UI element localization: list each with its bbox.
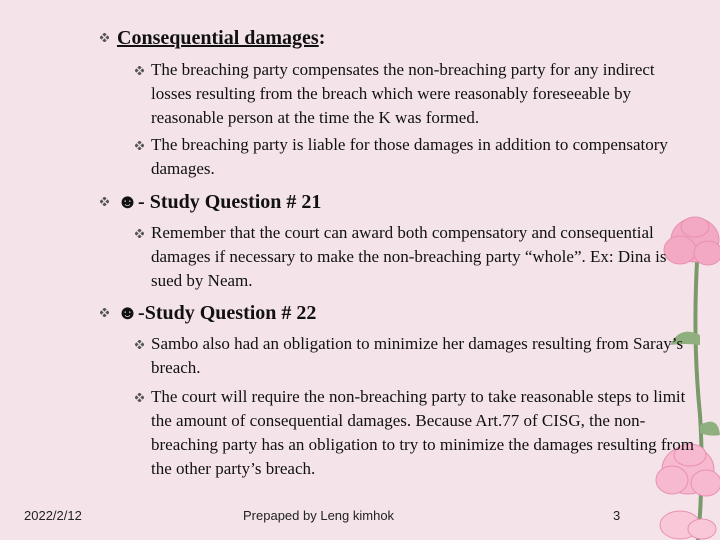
bullet-icon xyxy=(135,141,144,150)
section-heading-study-question-22: ☻-Study Question # 22 xyxy=(117,302,317,324)
bullet-icon xyxy=(100,197,109,206)
heading-suffix: : xyxy=(318,27,326,49)
bullet-text: Remember that the court can award both compensatory and consequential damages if necessary to make the non-breaching party “whole”. Ex: Dina is sued by Neam. xyxy=(151,223,667,290)
section-heading-consequential-damages xyxy=(117,26,325,50)
bullet-icon xyxy=(135,66,144,75)
footer-author: Prepaped by Leng kimhok xyxy=(243,508,395,523)
bullet-icon xyxy=(135,340,144,349)
heading-underlined-text: Consequential damages xyxy=(117,27,319,49)
bullet-icon xyxy=(100,33,109,42)
bullet-icon xyxy=(135,229,144,238)
page-number: 3 xyxy=(613,508,621,523)
section-heading-study-question-21: ☻- Study Question # 21 xyxy=(117,191,322,213)
bullet-text: The breaching party compensates the non-breaching party for any indirect losses resulting from the breach which were reasonably foreseeable by reasonable person at the time the K was formed. xyxy=(151,60,655,127)
bullet-text: The breaching party is liable for those damages in addition to compensatory damages. xyxy=(151,135,668,178)
bullet-icon xyxy=(100,308,109,317)
bullet-icon xyxy=(135,393,144,402)
bullet-text: Sambo also had an obligation to minimize her damages resulting from Saray’s breach. xyxy=(151,334,684,377)
bullet-text: The court will require the non-breaching party to take reasonable steps to limit the amount of consequential damages. Because Art.77 of CISG, the non-breaching party has an obligation to try to minimize the damages resulting from the other party’s breach. xyxy=(151,387,694,478)
footer-date: 2022/2/12 xyxy=(24,508,82,523)
